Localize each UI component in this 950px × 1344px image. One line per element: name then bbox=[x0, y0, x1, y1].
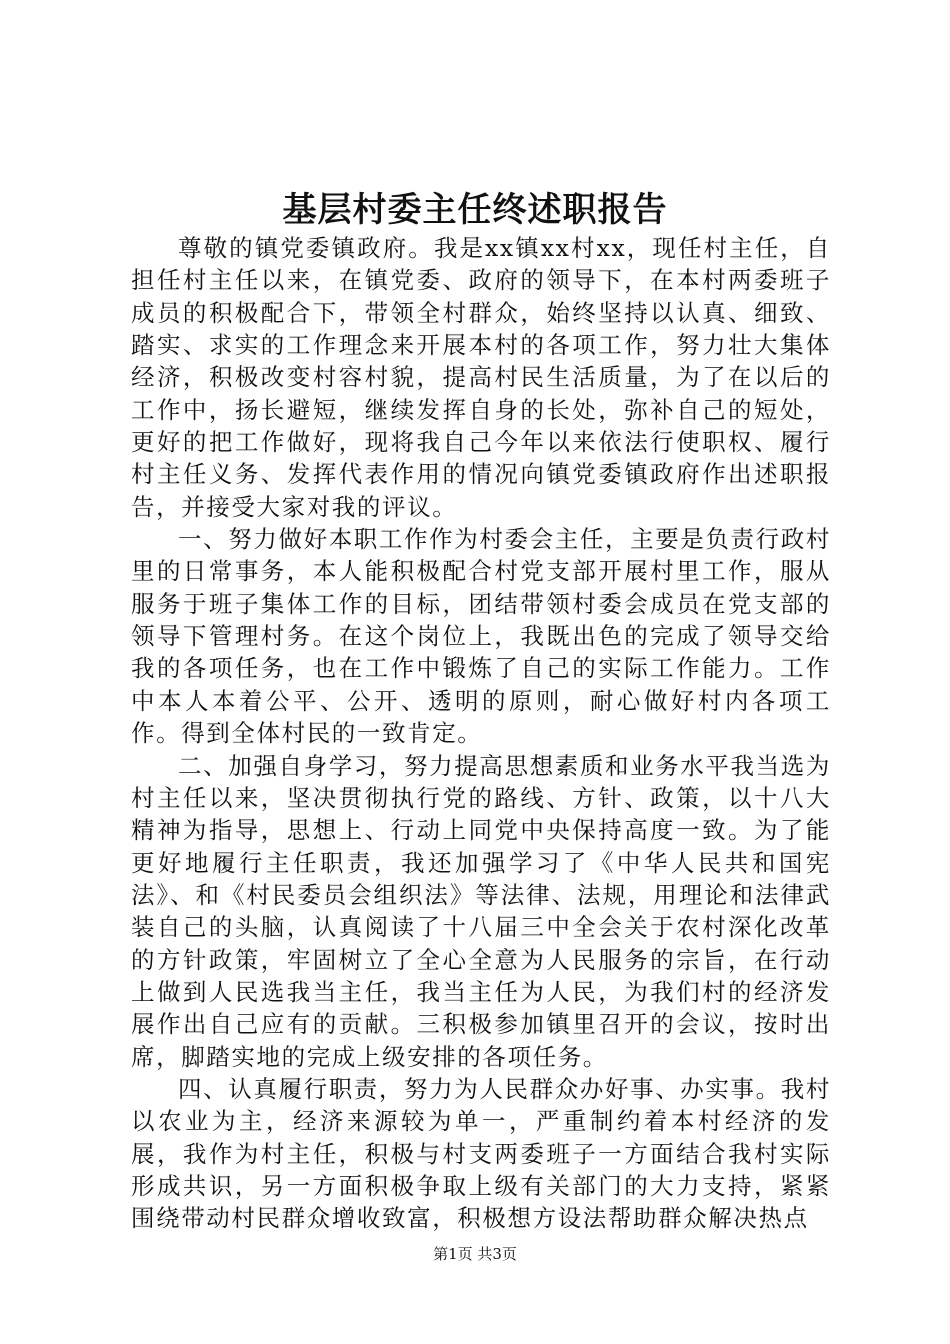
paragraph-section-1: 一、努力做好本职工作作为村委会主任，主要是负责行政村里的日常事务，本人能积极配合村党支部开展村里工作，服从服务于班子集体工作的目标，团结带领村委会成员在党支部的领导下管理村务。在这个岗位上，我既出色的完成了领导交给我的各项任务，也在工作中锻炼了自己的实际工作能力。工作中本人本着公平、公开、透明的原则，耐心做好村内各项工作。得到全体村民的一致肯定。 bbox=[131, 525, 831, 748]
document-title: 基层村委主任终述职报告 bbox=[282, 190, 668, 230]
page-number-footer: 第1页 共3页 bbox=[433, 1245, 517, 1263]
document-body bbox=[131, 232, 831, 1235]
paragraph-section-4: 四、认真履行职责，努力为人民群众办好事、办实事。我村以农业为主，经济来源较为单一，严重制约着本村经济的发展，我作为村主任，积极与村支两委班子一方面结合我村实际形成共识，另一方面积极争取上级有关部门的大力支持，紧紧围绕带动村民群众增收致富，积极想方设法帮助群众解决热点 bbox=[131, 1074, 831, 1233]
paragraph-intro: 尊敬的镇党委镇政府。我是xx镇xx村xx，现任村主任，自担任村主任以来，在镇党委、政府的领导下，在本村两委班子成员的积极配合下，带领全村群众，始终坚持以认真、细致、踏实、求实的工作理念来开展本村的各项工作，努力壮大集体经济，积极改变村容村貌，提高村民生活质量，为了在以后的工作中，扬长避短，继续发挥自身的长处，弥补自己的短处，更好的把工作做好，现将我自己今年以来依法行使职权、履行村主任义务、发挥代表作用的情况向镇党委镇政府作出述职报告，并接受大家对我的评议。 bbox=[131, 234, 831, 521]
paragraph-section-2: 二、加强自身学习，努力提高思想素质和业务水平我当选为村主任以来，坚决贯彻执行党的路线、方针、政策，以十八大精神为指导，思想上、行动上同党中央保持高度一致。为了能更好地履行主任职责，我还加强学习了《中华人民共和国宪法》、和《村民委员会组织法》等法律、法规，用理论和法律武装自己的头脑，认真阅读了十八届三中全会关于农村深化改革的方针政策，牢固树立了全心全意为人民服务的宗旨，在行动上做到人民选我当主任，我当主任为人民，为我们村的经济发展作出自己应有的贡献。三积极参加镇里召开的会议，按时出席，脚踏实地的完成上级安排的各项任务。 bbox=[131, 751, 831, 1071]
